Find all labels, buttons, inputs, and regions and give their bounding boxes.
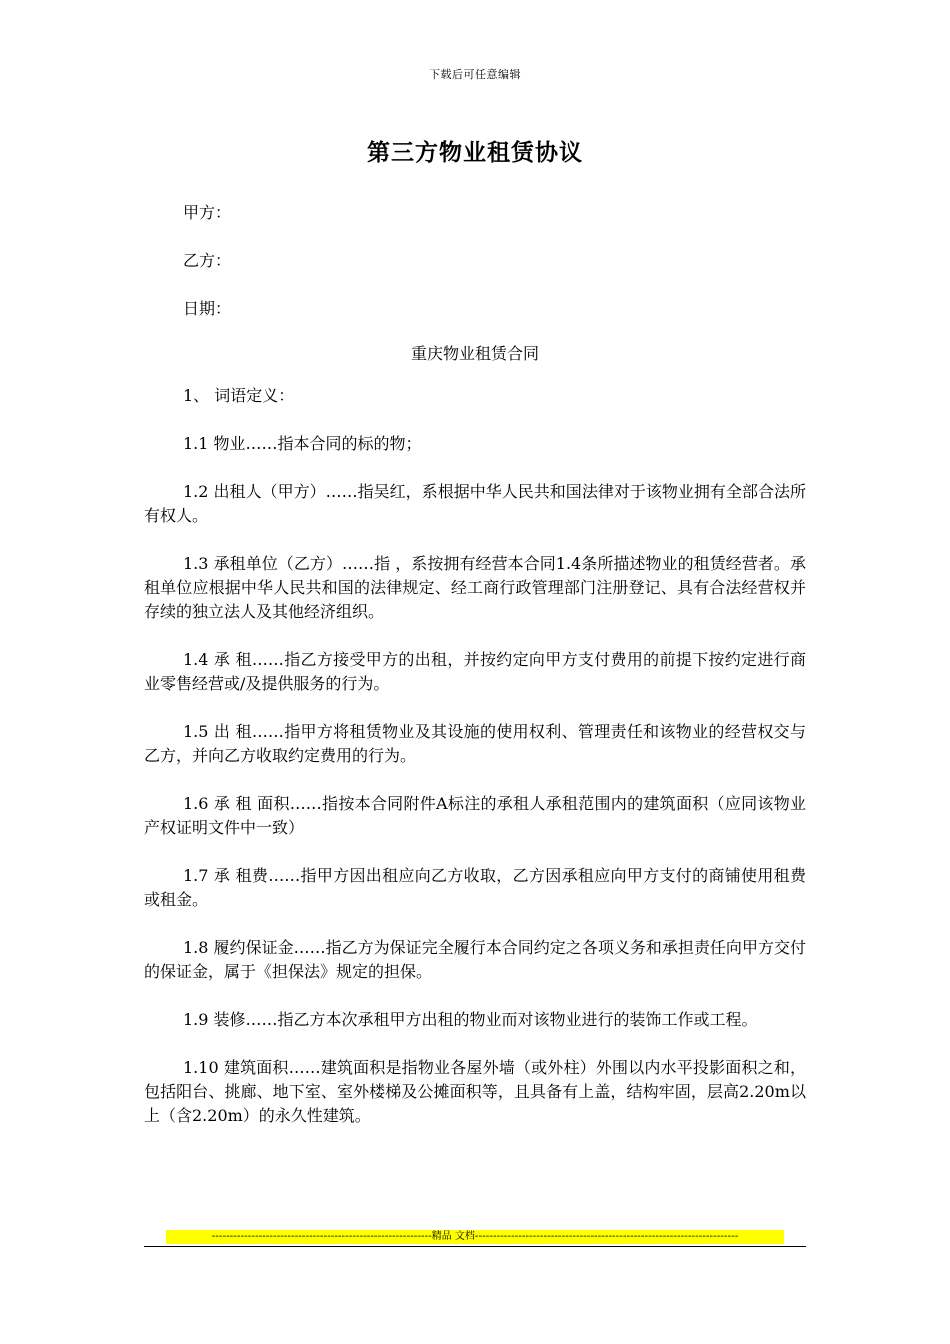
- clause-1-10: 1.10 建筑面积……建筑面积是指物业各屋外墙（或外柱）外围以内水平投影面积之和，包括阳台、挑廊、地下室、室外楼梯及公摊面积等，且具备有上盖，结构牢固，层高2.20m以上（含2.20m）的永久性建筑。: [144, 1058, 806, 1125]
- header-note: 下载后可任意编辑: [429, 68, 521, 81]
- contract-subtitle: 重庆物业租赁合同: [410, 344, 539, 363]
- clause-1-5: 1.5 出 租……指甲方将租赁物业及其设施的使用权利、管理责任和该物业的经营权交与乙方，并向乙方收取约定费用的行为。: [144, 722, 806, 765]
- date-field: 日期：: [183, 299, 232, 318]
- party-b-field: 乙方：: [183, 251, 232, 270]
- footer-banner: -------------------------------------------------------------精品 文档-------------------------------------------------------------------------: [166, 1230, 784, 1244]
- footer-divider: [144, 1246, 806, 1247]
- clause-1-1: 1.1 物业……指本合同的标的物；: [183, 434, 422, 453]
- section-heading: 1、 词语定义：: [183, 386, 295, 405]
- clause-1-3: 1.3 承租单位（乙方）……指 ，系按拥有经营本合同1.4条所描述物业的租赁经营者。承租单位应根据中华人民共和国的法律规定、经工商行政管理部门注册登记、具有合法经营权并存续的独立法人及其他经济组织。: [144, 554, 806, 621]
- clause-1-9: 1.9 装修……指乙方本次承租甲方出租的物业而对该物业进行的装饰工作或工程。: [183, 1010, 758, 1029]
- clause-1-7: 1.7 承 租费……指甲方因出租应向乙方收取，乙方因承租应向甲方支付的商铺使用租费或租金。: [144, 866, 806, 909]
- clause-1-6: 1.6 承 租 面积……指按本合同附件A标注的承租人承租范围内的建筑面积（应同该物业产权证明文件中一致）: [144, 794, 806, 837]
- clause-1-8: 1.8 履约保证金……指乙方为保证完全履行本合同约定之各项义务和承担责任向甲方交付的保证金，属于《担保法》规定的担保。: [144, 938, 806, 981]
- document-title: 第三方物业租赁协议: [367, 140, 583, 166]
- contract-body: [144, 384, 806, 1152]
- party-a-field: 甲方：: [183, 203, 232, 222]
- clause-1-4: 1.4 承 租……指乙方接受甲方的出租，并按约定向甲方支付费用的前提下按约定进行商业零售经营或/及提供服务的行为。: [144, 650, 806, 693]
- clause-1-2: 1.2 出租人（甲方）……指吴红，系根据中华人民共和国法律对于该物业拥有全部合法所有权人。: [144, 482, 806, 525]
